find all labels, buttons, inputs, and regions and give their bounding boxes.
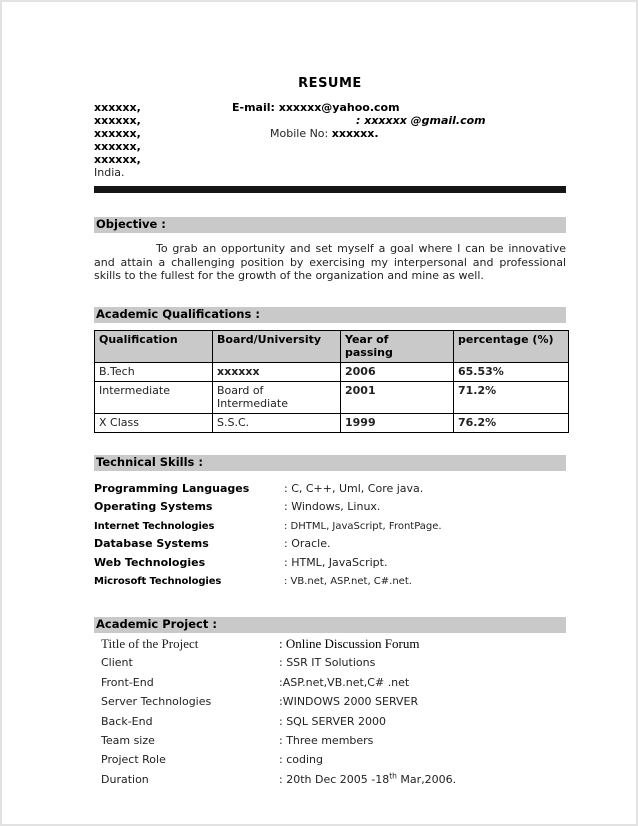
gmail-text: : xxxxxx @gmail.com [356,114,486,127]
project-row [94,695,566,714]
project-label: Duration [101,772,149,786]
cell-qualification: Intermediate [95,381,213,413]
skill-value: : DHTML, JavaScript, FrontPage. [284,520,442,532]
project-row [94,753,566,772]
project-row [94,637,566,656]
skill-value: : Windows, Linux. [284,500,381,514]
cell-board: Board of Intermediate [213,381,341,413]
section-heading-project: Academic Project : [94,617,566,633]
skill-row [94,574,566,593]
skill-label: Database Systems [94,537,209,551]
project-label: Title of the Project [101,636,199,652]
table-header-year: Year of passing [341,330,454,362]
project-label: Team size [101,734,155,748]
contact-line: xxxxxx, [94,140,141,153]
skill-label: Web Technologies [94,555,206,569]
project-row [94,715,566,734]
contact-country: India. [94,166,125,179]
cell-percentage: 76.2% [454,413,569,432]
project-value: : Three members [279,734,374,748]
table-header-board: Board/University [213,330,341,362]
project-value-tail: Mar,2006. [396,772,457,786]
cell-year: 1999 [341,413,454,432]
mobile-label: Mobile No: [270,127,332,140]
project-value: : SQL SERVER 2000 [279,714,387,728]
qualifications-table [94,330,569,433]
table-header-qualification: Qualification [95,330,213,362]
objective-text: To grab an opportunity and set myself a goal where I can be innovative and attain a challenging position by exercising my interpersonal and professional skills to the fullest for the growth of the organization and mine as well. [94,242,566,282]
mobile-value: xxxxxx. [331,127,379,140]
project-row [94,676,566,695]
section-heading-skills: Technical Skills : [94,455,566,471]
project-value: : Online Discussion Forum [279,636,420,652]
cell-percentage: 65.53% [454,362,569,381]
ordinal-suffix: th [389,771,397,781]
project-label: Project Role [101,753,166,767]
project-row [94,773,566,792]
cell-board: xxxxxx [213,362,341,381]
project-row [94,734,566,753]
skill-label: Internet Technologies [94,520,215,532]
contact-line: xxxxxx, [94,127,141,140]
project-row [94,656,566,675]
skill-row [94,537,566,556]
project-label: Back-End [101,714,153,728]
skill-value: : HTML, JavaScript. [284,555,388,569]
project-label: Client [101,656,133,670]
cell-qualification: X Class [95,413,213,432]
project-value: : coding [279,753,323,767]
skill-row [94,500,566,519]
document-title: RESUME [298,76,362,91]
mobile-text [270,127,379,140]
contact-line: xxxxxx, [94,101,141,114]
table-header-row [95,330,569,362]
table-row [95,381,569,413]
contact-block [94,101,566,180]
skill-row [94,556,566,575]
project-list [94,637,566,792]
divider-bar [94,186,566,193]
table-header-percentage: percentage (%) [454,330,569,362]
skill-value: : Oracle. [284,537,331,551]
skills-list [94,482,566,594]
project-value: :WINDOWS 2000 SERVER [279,695,419,709]
project-value: : 20th Dec 2005 -18 [279,772,390,786]
skill-label: Operating Systems [94,500,213,514]
project-label: Server Technologies [101,695,212,709]
skill-row [94,519,566,538]
section-heading-qualifications: Academic Qualifications : [94,307,566,323]
skill-value: : VB.net, ASP.net, C#.net. [284,576,412,588]
cell-qualification: B.Tech [95,362,213,381]
cell-percentage: 71.2% [454,381,569,413]
cell-year: 2006 [341,362,454,381]
table-row [95,413,569,432]
cell-board: S.S.C. [213,413,341,432]
cell-year: 2001 [341,381,454,413]
contact-line: xxxxxx, [94,114,141,127]
section-heading-objective: Objective : [94,217,566,233]
email-text: E-mail: xxxxxx@yahoo.com [232,101,400,114]
skill-value: : C, C++, Uml, Core java. [284,481,424,495]
project-value: :ASP.net,VB.net,C# .net [279,675,410,689]
project-value: : SSR IT Solutions [279,656,376,670]
skill-label: Microsoft Technologies [94,576,222,588]
skill-row [94,482,566,501]
project-label: Front-End [101,675,154,689]
skill-label: Programming Languages [94,481,250,495]
table-row [95,362,569,381]
contact-line: xxxxxx, [94,153,141,166]
document-content [94,76,566,792]
